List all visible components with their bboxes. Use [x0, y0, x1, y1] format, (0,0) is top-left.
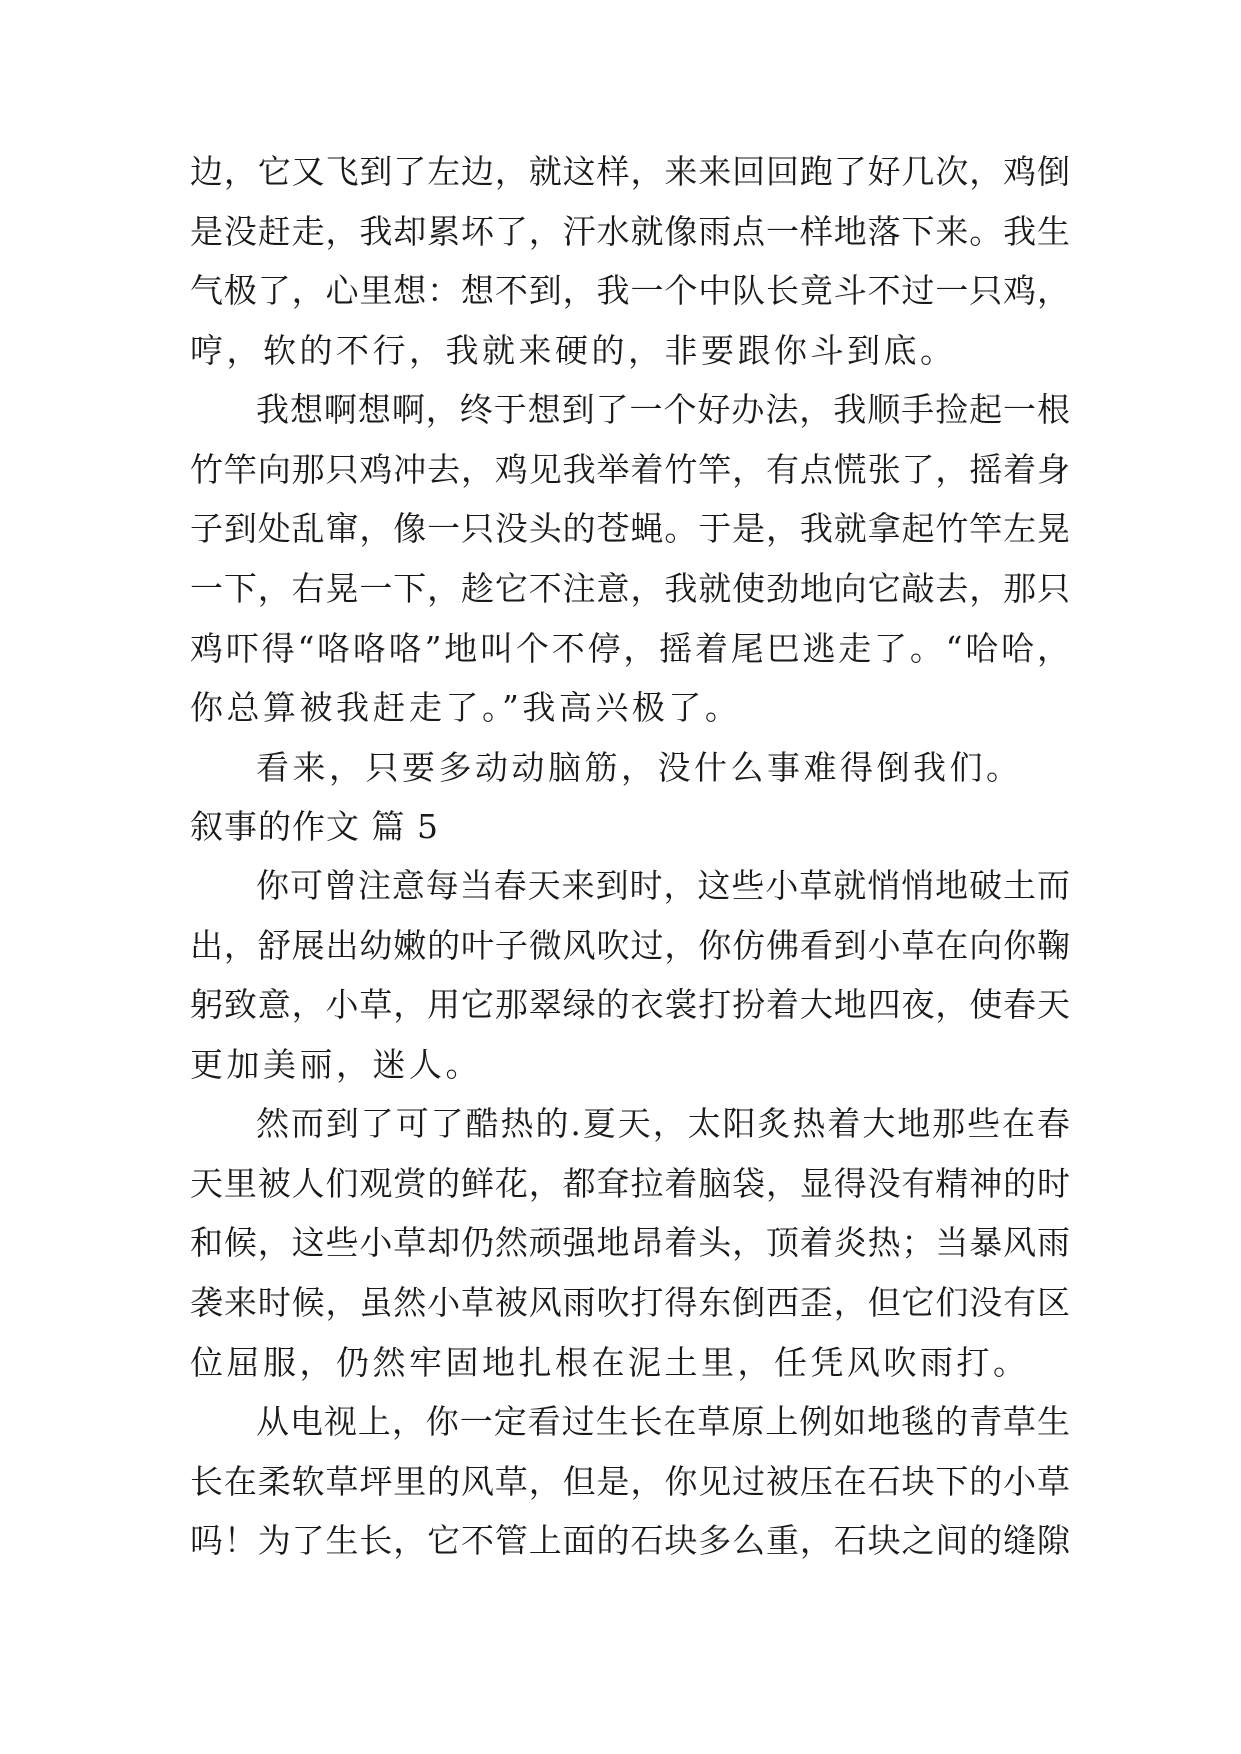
paragraph-first-line: 然而到了可了酷热的.夏天，太阳炙热着大地那些在春: [256, 1104, 1070, 1143]
text-line: 出，舒展出幼嫩的叶子微风吹过，你仿佛看到小草在向你鞠: [190, 926, 1070, 965]
text-line: 天里被人们观赏的鲜花，都耷拉着脑袋，显得没有精神的时: [190, 1164, 1070, 1203]
text-line: 位屈服，仍然牢固地扎根在泥土里，任凭风吹雨打。: [190, 1343, 1030, 1382]
text-line: 你总算被我赶走了。”我高兴极了。: [190, 688, 742, 727]
paragraph-first-line: 看来，只要多动动脑筋，没什么事难得倒我们。: [256, 748, 1023, 787]
text-line: 长在柔软草坪里的风草，但是，你见过被压在石块下的小草: [190, 1462, 1070, 1501]
text-line: 气极了，心里想：想不到，我一个中队长竟斗不过一只鸡，: [190, 271, 1070, 310]
section-heading: 叙事的作文 篇 5: [190, 807, 439, 846]
text-line: 边，它又飞到了左边，就这样，来来回回跑了好几次，鸡倒: [190, 152, 1070, 191]
text-line: 哼，软的不行，我就来硬的，非要跟你斗到底。: [190, 331, 957, 370]
text-line: 更加美丽，迷人。: [190, 1045, 482, 1084]
text-line: 竹竿向那只鸡冲去，鸡见我举着竹竿，有点慌张了，摇着身: [190, 450, 1070, 489]
text-line: 一下，右晃一下，趁它不注意，我就使劲地向它敲去，那只: [190, 569, 1070, 608]
text-line: 子到处乱窜，像一只没头的苍蝇。于是，我就拿起竹竿左晃: [190, 509, 1070, 548]
text-line: 是没赶走，我却累坏了，汗水就像雨点一样地落下来。我生: [190, 212, 1070, 251]
paragraph-first-line: 你可曾注意每当春天来到时，这些小草就悄悄地破土而: [256, 866, 1070, 905]
text-line: 和候，这些小草却仍然顽强地昂着头，顶着炎热；当暴风雨: [190, 1223, 1070, 1262]
paragraph-first-line: 从电视上，你一定看过生长在草原上例如地毯的青草生: [256, 1402, 1070, 1441]
paragraph-first-line: 我想啊想啊，终于想到了一个好办法，我顺手捡起一根: [256, 390, 1070, 429]
text-line: 鸡吓得“咯咯咯”地叫个不停，摇着尾巴逃走了。“哈哈，: [190, 629, 1070, 668]
text-line: 躬致意，小草，用它那翠绿的衣裳打扮着大地四夜，使春天: [190, 985, 1070, 1024]
text-line: 袭来时候，虽然小草被风雨吹打得东倒西歪，但它们没有区: [190, 1283, 1070, 1322]
text-line: 吗！为了生长，它不管上面的石块多么重，石块之间的缝隙: [190, 1521, 1070, 1560]
